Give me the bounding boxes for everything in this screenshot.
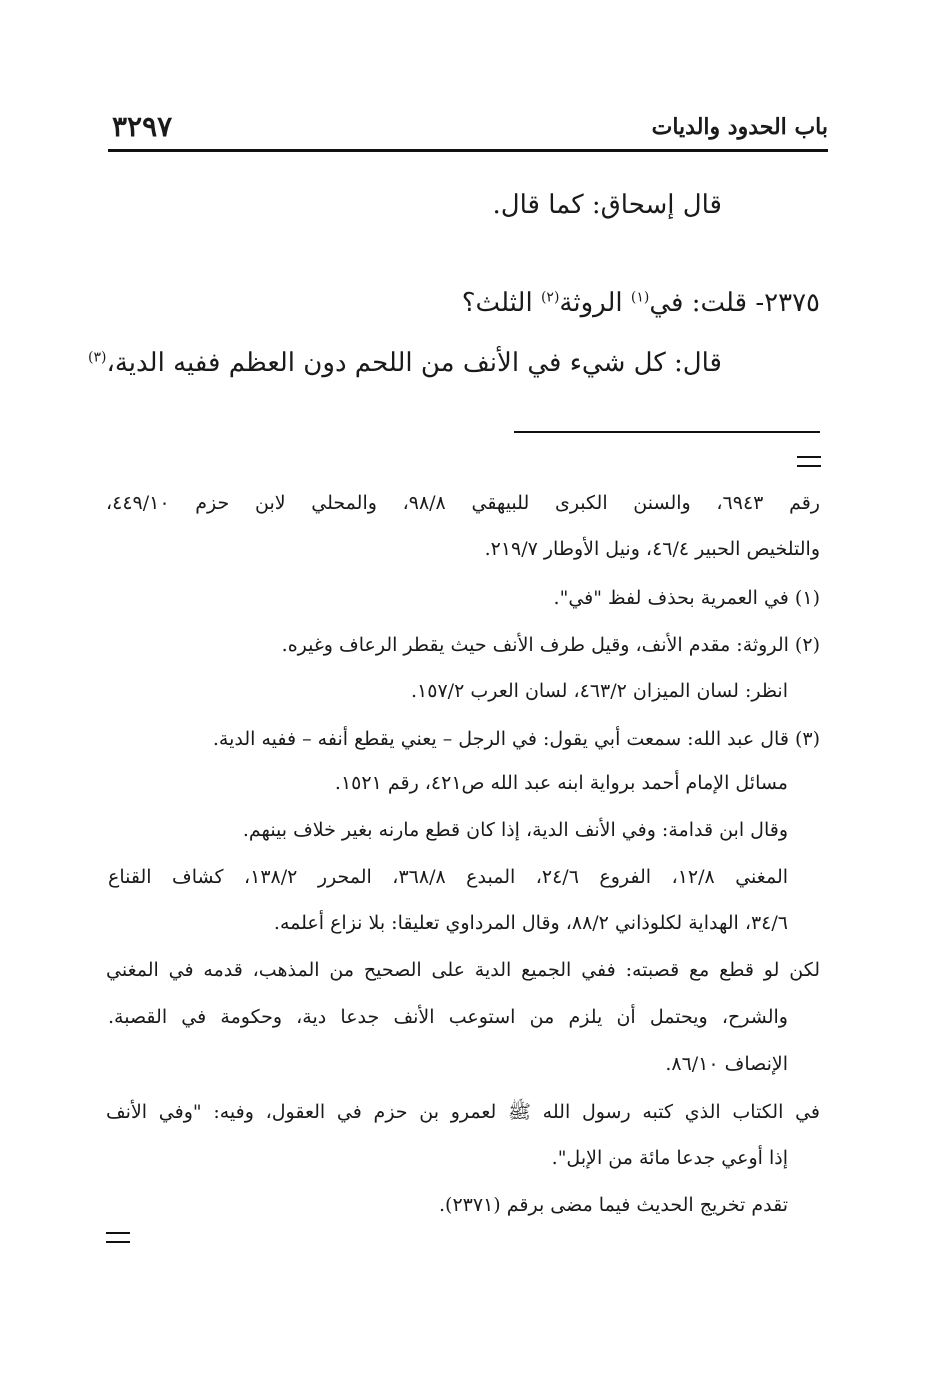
header-rule <box>108 149 828 152</box>
footnote-3-line: لكن لو قطع مع قصبته: ففي الجميع الدية على الصحيح من المذهب، قدمه في المغني <box>106 959 820 981</box>
page-number: ٣٢٩٧ <box>112 110 173 143</box>
footnote-3-line: إذا أوعي جدعا مائة من الإبل". <box>551 1147 788 1169</box>
continuation-mark-top <box>797 456 821 467</box>
footnote-continued-line: رقم ٦٩٤٣، والسنن الكبرى للبيهقي ٩٨/٨، والمحلي لابن حزم ٤٤٩/١٠، <box>106 492 820 514</box>
footnote-1: (١) في العمرية بحذف لفظ "في". <box>553 587 820 609</box>
footnote-3-line: والشرح، ويحتمل أن يلزم من استوعب الأنف جدعا دية، وحكومة في القصبة. <box>108 1006 788 1028</box>
footnote-separator <box>514 431 820 433</box>
question-number: ٢٣٧٥- <box>755 288 820 318</box>
question-text-b: الروثة <box>559 288 631 318</box>
question-2375 <box>462 288 820 318</box>
footnote-ref-2: (٢) <box>540 289 560 306</box>
footnote-ref-1: (١) <box>630 289 650 306</box>
question-text-c: الثلث؟ <box>461 288 541 318</box>
answer-text: قال: كل شيء في الأنف من اللحم دون العظم ففيه الدية، <box>106 348 722 378</box>
footnote-ref-3: (٣) <box>87 349 107 366</box>
page-header <box>108 106 828 150</box>
footnote-3-line: في الكتاب الذي كتبه رسول الله ﷺ لعمرو بن حزم في العقول، وفيه: "وفي الأنف <box>106 1101 820 1123</box>
footnote-continued-line: والتلخيص الحبير ٤٦/٤، ونيل الأوطار ٢١٩/٧. <box>484 538 820 560</box>
chapter-title: باب الحدود والديات <box>651 114 828 140</box>
footnote-3-line: المغني ١٢/٨، الفروع ٢٤/٦، المبدع ٣٦٨/٨، المحرر ١٣٨/٢، كشاف القناع <box>108 866 789 888</box>
footnote-3-line: تقدم تخريج الحديث فيما مضى برقم (٢٣٧١). <box>439 1194 788 1216</box>
statement-ishaq: قال إسحاق: كما قال. <box>492 190 722 220</box>
footnote-3-line: الإنصاف ٨٦/١٠. <box>665 1053 788 1075</box>
footnote-3-line: مسائل الإمام أحمد برواية ابنه عبد الله ص٤٢١، رقم ١٥٢١. <box>334 772 788 794</box>
footnote-3: (٣) قال عبد الله: سمعت أبي يقول: في الرجل – يعني يقطع أنفه – ففيه الدية. <box>212 728 820 750</box>
footnote-2: (٢) الروثة: مقدم الأنف، وقيل طرف الأنف حيث يقطر الرعاف وغيره. <box>281 634 820 656</box>
answer-line <box>88 348 722 378</box>
footnote-2-source: انظر: لسان الميزان ٤٦٣/٢، لسان العرب ١٥٧/٢. <box>411 680 788 702</box>
footnote-3-line: وقال ابن قدامة: وفي الأنف الدية، إذا كان قطع مارنه بغير خلاف بينهم. <box>242 819 788 841</box>
continuation-mark-bottom <box>106 1232 130 1243</box>
question-text-a: قلت: في <box>649 288 748 318</box>
footnote-3-line: ٣٤/٦، الهداية لكلوذاني ٨٨/٢، وقال المرداوي تعليقا: بلا نزاع أعلمه. <box>273 912 788 934</box>
